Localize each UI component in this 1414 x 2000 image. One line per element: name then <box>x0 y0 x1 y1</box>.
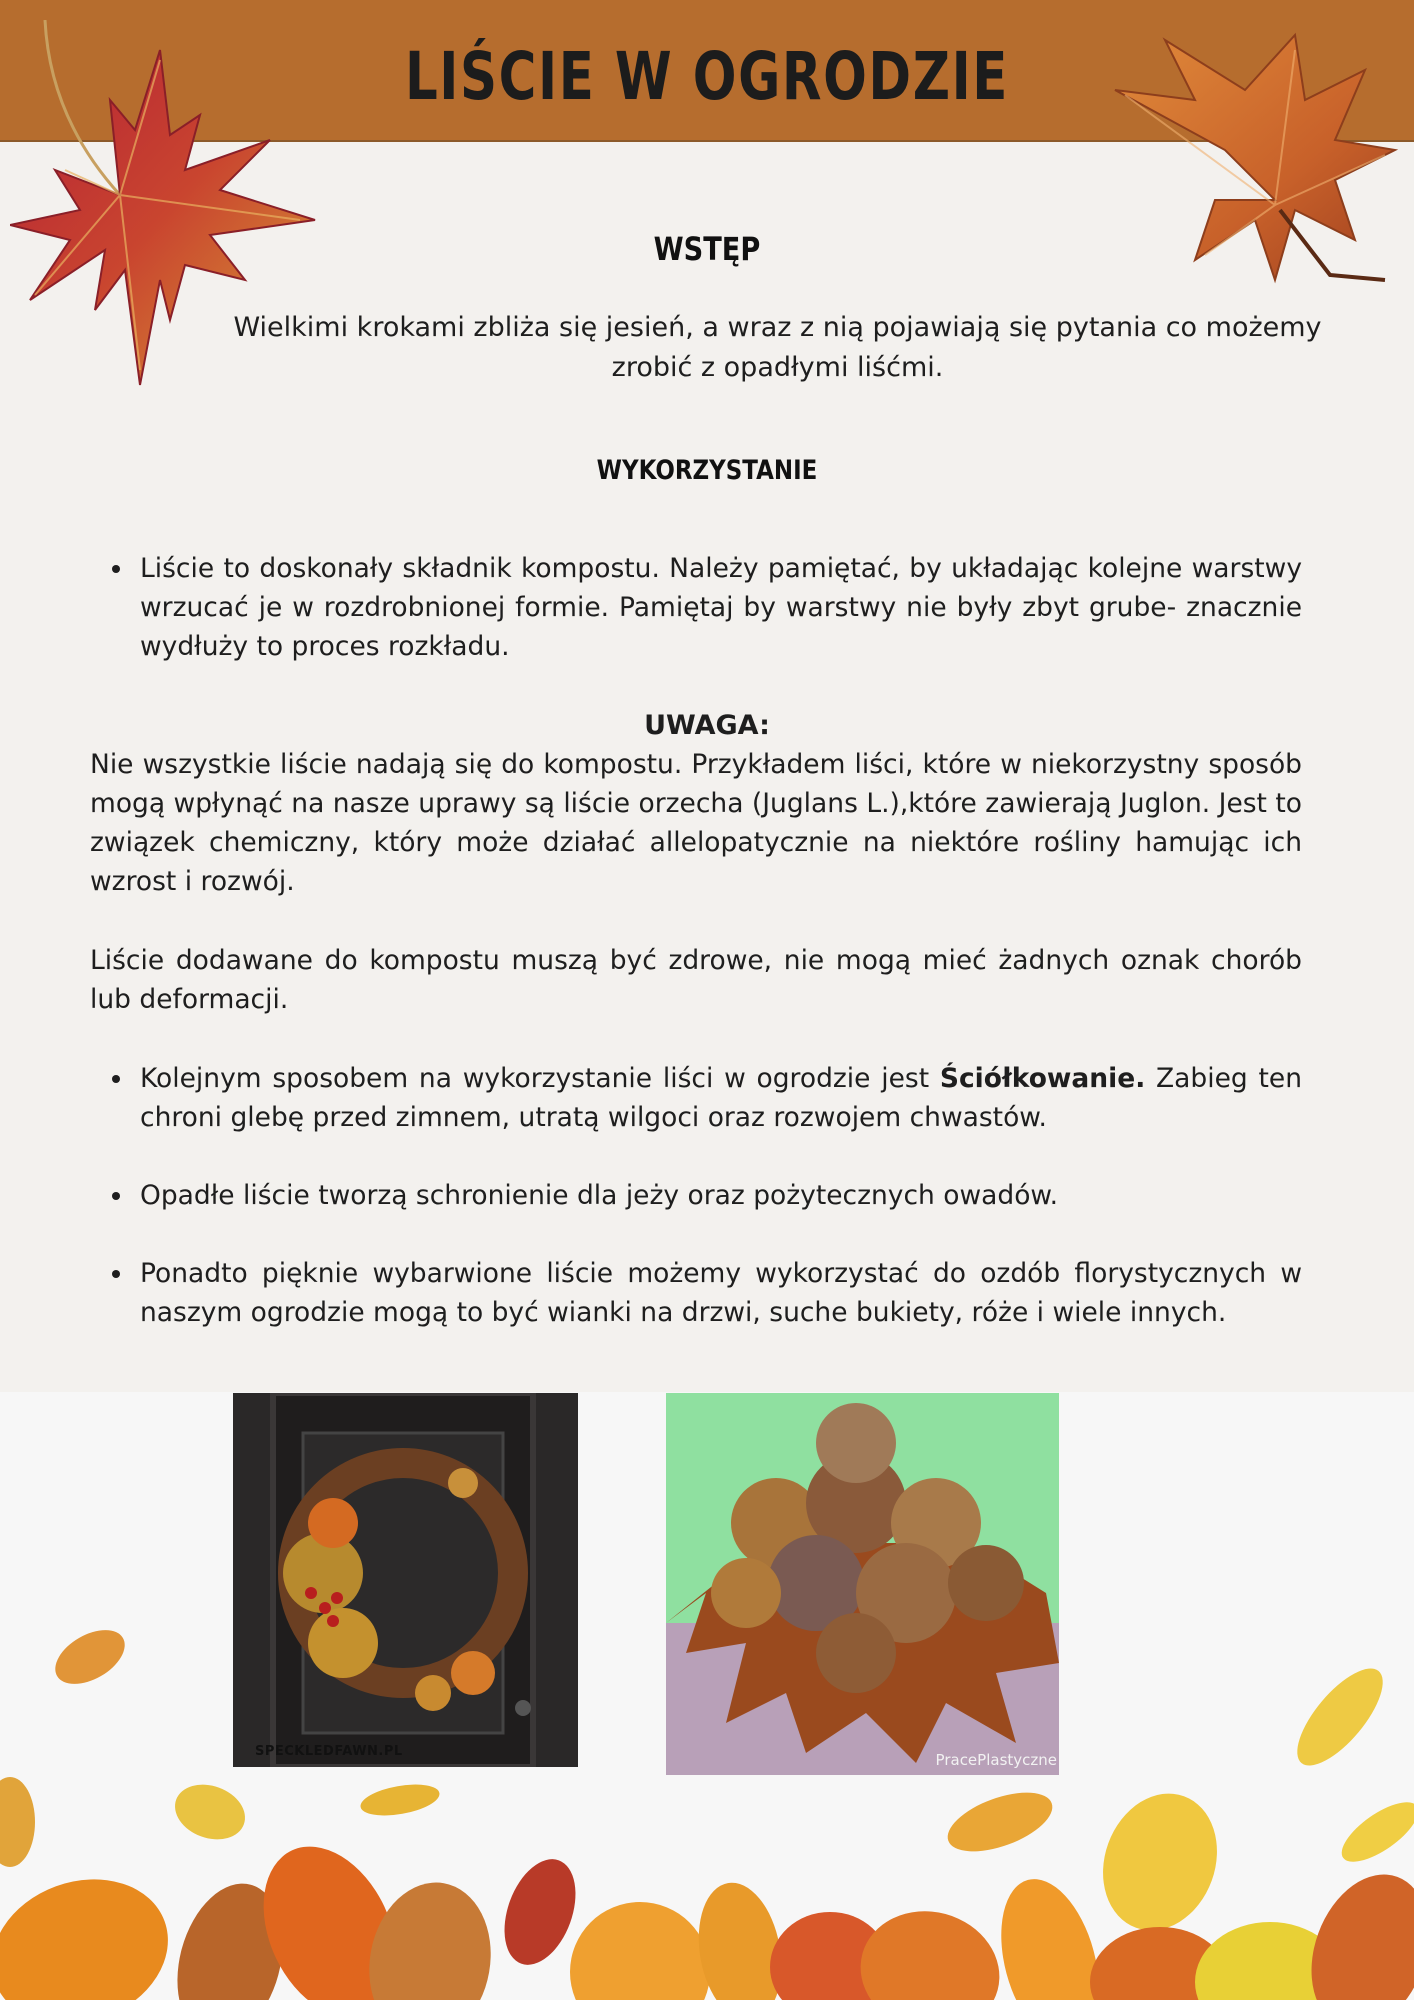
bullet-mulch-bold: Ściółkowanie. <box>939 1063 1146 1094</box>
bullet-shelter-text: Opadłe liście tworzą schronienie dla jeży oraz pożytecznych owadów. <box>140 1180 1059 1211</box>
bullet-dot-icon <box>112 1270 120 1278</box>
usage-heading: WYKORZYSTANIE <box>596 455 818 486</box>
bullet-dot-icon <box>112 565 120 573</box>
bullet-dot-icon <box>112 1192 120 1200</box>
intro-text: Wielkimi krokami zbliża się jesień, a wraz z nią pojawiają się pytania co możemy zrobić z opadłymi liśćmi. <box>233 312 1322 383</box>
list-item <box>90 1059 1302 1137</box>
bullet-dot-icon <box>112 1075 120 1083</box>
bullet-mulch-prefix: Kolejnym sposobem na wykorzystanie liści w ogrodzie jest <box>140 1063 940 1094</box>
list-item <box>90 1254 1302 1332</box>
leaf-roses-caption: PracePlastyczne <box>935 1751 1057 1769</box>
warning-title: UWAGA: <box>644 710 770 741</box>
wreath-image <box>233 1393 578 1767</box>
warning-text: Nie wszystkie liście nadają się do kompostu. Przykładem liści, które w niekorzystny sposób mogą wpłynąć na nasze uprawy są liście orzecha (Juglans L.),które zawierają Juglon. Jest to związek chemiczny, który może działać allelopatycznie na niektóre rośliny hamując ich wzrost i rozwój. <box>90 749 1302 897</box>
leaf-roses-image <box>666 1393 1059 1775</box>
bullet-list-2 <box>90 1059 1302 1332</box>
leaf-roses-photo <box>666 1393 1059 1775</box>
intro-heading: WSTĘP <box>653 230 761 268</box>
bullet-decor-text: Ponadto pięknie wybarwione liście możemy wykorzystać do ozdób florystycznych w naszym ogrodzie mogą to być wianki na drzwi, suche bukiety, róże i wiele innych. <box>140 1258 1302 1328</box>
page-title: LIŚCIE W OGRODZIE <box>404 38 1010 115</box>
bullet-compost-text: Liście to doskonały składnik kompostu. Należy pamiętać, by układając kolejne warstwy wrzucać je w rozdrobnionej formie. Pamiętaj by warstwy nie były zbyt grube- znacznie wydłuży to proces rozkładu. <box>140 553 1302 662</box>
bullet-list-1 <box>90 549 1302 666</box>
bullet-mulch-suffix: Zabieg ten chroni glebę przed zimnem, utratą wilgoci oraz rozwojem chwastów. <box>140 1063 1302 1133</box>
list-item <box>90 549 1302 666</box>
list-item <box>90 1176 1302 1215</box>
wreath-caption: SPECKLEDFAWN.PL <box>255 1744 403 1759</box>
wreath-photo <box>233 1393 578 1767</box>
healthy-leaves-text: Liście dodawane do kompostu muszą być zdrowe, nie mogą mieć żadnych oznak chorób lub deformacji. <box>90 945 1302 1015</box>
